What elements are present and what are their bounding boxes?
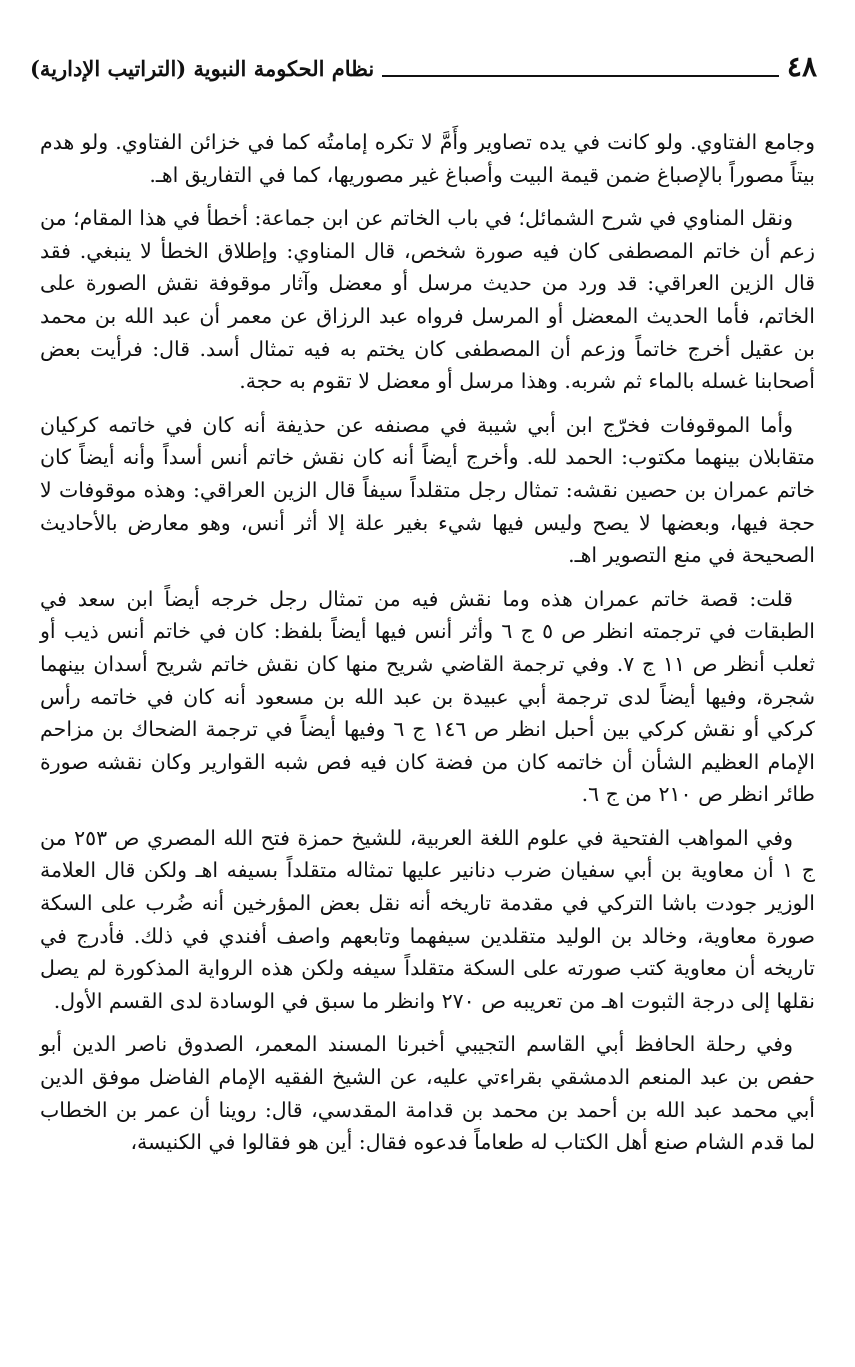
header-rule xyxy=(382,75,779,77)
paragraph: وفي المواهب الفتحية في علوم اللغة العربية، للشيخ حمزة فتح الله المصري ص ٢٥٣ من ج ١ أن معاوية بن أبي سفيان ضرب دنانير عليها تمثاله متقلداً بسيفه اهـ ولكن قال العلامة الوزير جودت باشا التركي في مقدمة تاريخه أنه نقل بعض المؤرخين أنه ضُرب على السكة صورة معاوية، وخالد بن الوليد متقلدين سيفهما وتابعهم واصف أفندي في ذلك. فأدرج في تاريخه أن معاوية كتب صورته على السكة متقلداً سيفه ولكن هذه الرواية المذكورة لم يصل نقلها إلى درجة الثبوت اهـ من تعريبه ص ٢٧٠ وانظر ما سبق في الوسادة لدى القسم الأول. xyxy=(40,825,815,1013)
paragraph: قلت: قصة خاتم عمران هذه وما نقش فيه من تمثال رجل خرجه أيضاً ابن سعد في الطبقات في ترجمته انظر ص ٥ ج ٦ وأثر أنس فيها أيضاً بلفظ: كان في خاتم أنس ذيب أو ثعلب أنظر ص ١١ ج ٧. وفي ترجمة القاضي شريح منها كان نقش خاتم شريح أسدان بينهما شجرة، وفيها أيضاً لدى ترجمة أبي عبيدة بن عبد الله بن مسعود أنه كان في خاتمه رأس كركي أو نقش كركي بين أحبل انظر ص ١٤٦ ج ٦ وفيها أيضاً في ترجمة الضحاك بن مزاحم الإمام العظيم الشأن أن خاتمه كان من فضة كان فيه فص شبه القوارير وكان نقشه صورة طائر انظر ص ٢١٠ من ج ٦. xyxy=(40,586,816,807)
body-text xyxy=(40,126,815,1170)
paragraph: ونقل المناوي في شرح الشمائل؛ في باب الخاتم عن ابن جماعة: أخطأ في هذا المقام؛ من زعم أن خاتم المصطفى كان فيه صورة شخص، قال المناوي: وإطلاق الخطأ لا ينبغي. فقد قال الزين العراقي: قد ورد من حديث مرسل أو معضل وآثار موقوفة نقش الصورة على الخاتم، فأما الحديث المعضل أو المرسل فرواه عبد الرزاق عن معمر أن عبد الله بن محمد بن عقيل أخرج خاتماً وزعم أن المصطفى كان يختم به فيه تمثال أسد. قال: فرأيت بعض أصحابنا غسله بالماء ثم شربه. وهذا مرسل أو معضل لا تقوم به حجة. xyxy=(40,206,815,394)
paragraph: وأما الموقوفات فخرّج ابن أبي شيبة في مصنفه عن حذيفة أنه كان في خاتمه كركيان متقابلان بينهما مكتوب: الحمد لله. وأخرج أيضاً أنه كان نقش خاتم أنس أسداً وأنه أيضاً كان خاتم عمران بن حصين نقشه: تمثال رجل متقلداً سيفاً قال الزين العراقي: وهذه موقوفات لا حجة فيها، وبعضها لا يصح وليس فيها شيء بغير علة إلا أثر أنس، وهو معارض بالأحاديث الصحيحة في منع التصوير اهـ. xyxy=(40,412,815,568)
page-header xyxy=(30,52,817,82)
running-title: نظام الحكومة النبوية (التراتيب الإدارية) xyxy=(30,56,375,81)
page-number: ٤٨ xyxy=(786,50,817,83)
paragraph: وفي رحلة الحافظ أبي القاسم التجيبي أخبرنا المسند المعمر، الصدوق ناصر الدين أبو حفص بن عبد المنعم الدمشقي بقراءتي عليه، عن الشيخ الفقيه الإمام الفاضل موفق الدين أبي محمد عبد الله بن أحمد بن محمد بن قدامة المقدسي، قال: روينا أن عمر بن الخطاب لما قدم الشام صنع أهل الكتاب له طعاماً فدعوه فقال: أين هو فقالوا في الكنيسة، xyxy=(40,1032,815,1155)
paragraph: وجامع الفتاوي. ولو كانت في يده تصاوير وأَمَّ لا تكره إمامتُه كما في خزائن الفتاوي. ولو هدم بيتاً مصوراً بالإصباغ ضمن قيمة البيت وأصباغ غير مصوريها، كما في التفاريق اهـ. xyxy=(40,130,815,187)
